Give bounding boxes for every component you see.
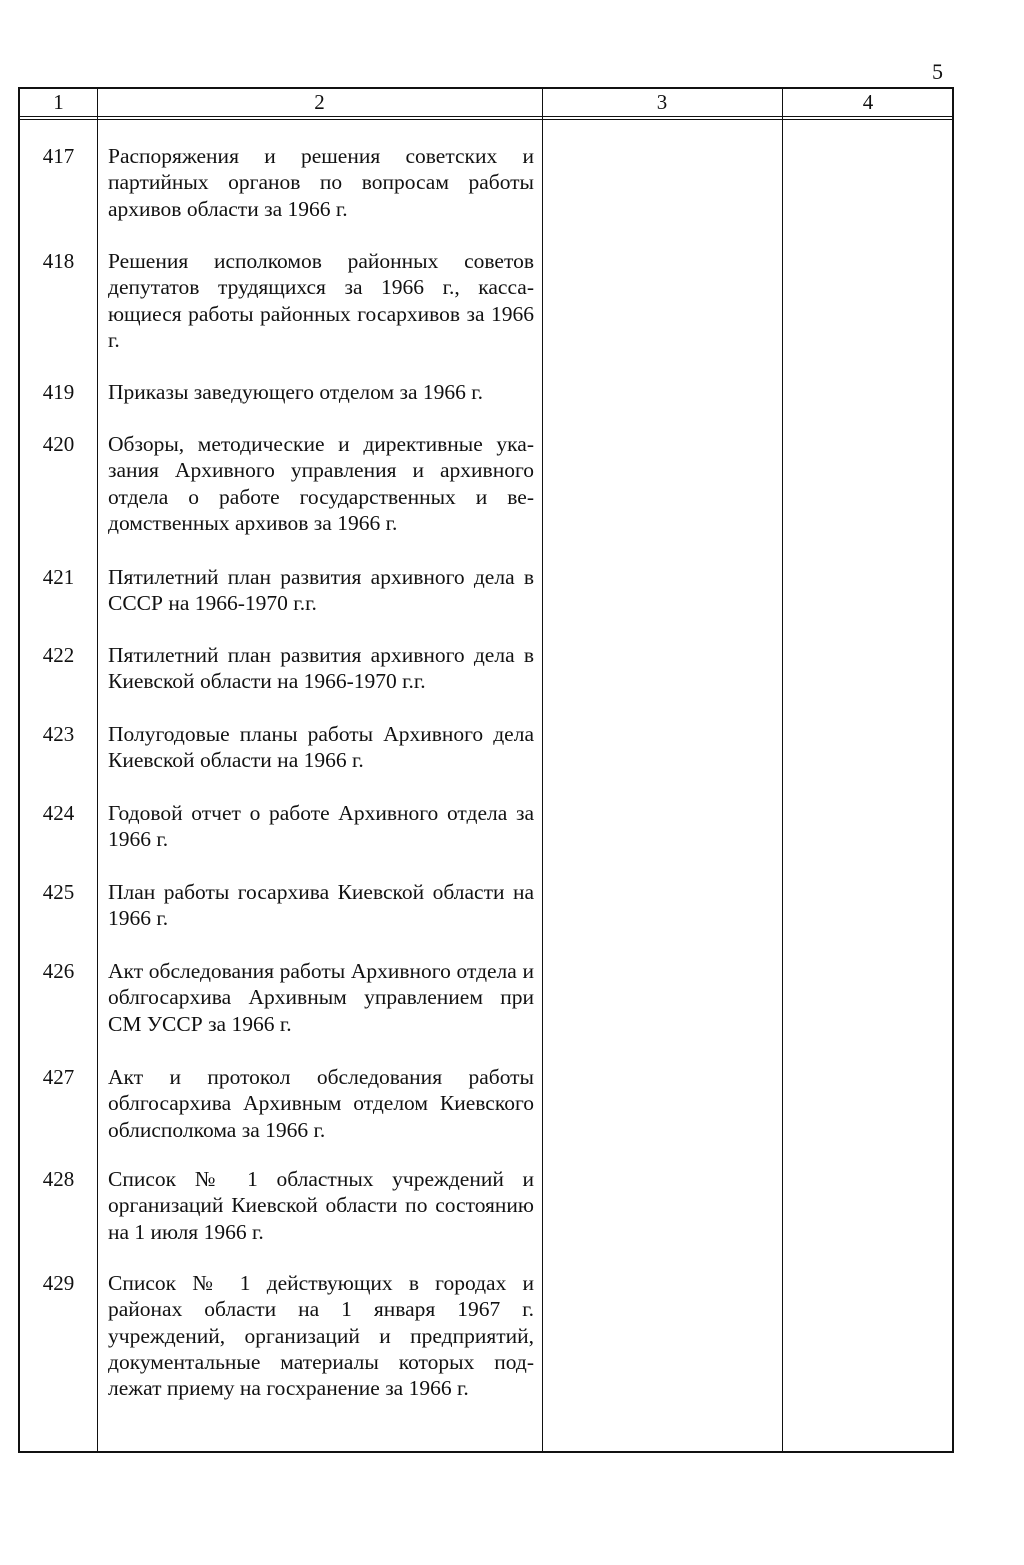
- column-divider: [782, 89, 783, 1451]
- item-number: 426: [42, 959, 75, 983]
- inventory-table: [18, 87, 954, 1453]
- item-number: 419: [42, 380, 75, 404]
- item-description: Список № 1 действующих в городах и районах области на 1 января 1967 г. учреждений, организаций и предприятий, документальные материалы которых подлежат приему на госхранение за 1966 г.: [108, 1271, 534, 1401]
- item-description: План работы госархива Киевской области на 1966 г.: [108, 880, 534, 931]
- item-description: Полугодовые планы работы Архивного дела Киевской области на 1966 г.: [108, 722, 534, 773]
- item-description: Акт обследования работы Архивного отдела и облгосархива Архивным управлением при СМ УССР за 1966 г.: [108, 959, 534, 1036]
- item-number: 428: [42, 1167, 75, 1191]
- item-description: Распоряжения и решения советских и партийных органов по вопросам работы архивов области за 1966 г.: [108, 144, 534, 221]
- item-number: 423: [42, 722, 75, 746]
- item-number: 425: [42, 880, 75, 904]
- column-divider: [542, 89, 543, 1451]
- column-header-3: 3: [656, 90, 668, 114]
- page-number: 5: [932, 59, 943, 84]
- item-description: Решения исполкомов районных советов депутатов трудящихся за 1966 г., кассающиеся работы районных госархивов за 1966 г.: [108, 249, 534, 352]
- item-description: Список № 1 областных учреждений и организаций Киевской области по состоянию на 1 июля 1966 г.: [108, 1167, 534, 1244]
- item-number: 429: [42, 1271, 75, 1295]
- item-number: 418: [42, 249, 75, 273]
- column-header-1: 1: [53, 90, 64, 114]
- item-description: Годовой отчет о работе Архивного отдела за 1966 г.: [108, 801, 534, 852]
- column-divider: [97, 89, 98, 1451]
- item-description: Пятилетний план развития архивного дела в СССР на 1966-1970 г.г.: [108, 565, 534, 616]
- item-description: Акт и протокол обследования работы облгосархива Архивным отделом Киевского облисполкома за 1966 г.: [108, 1065, 534, 1142]
- header-divider: [20, 116, 952, 120]
- item-number: 417: [42, 144, 75, 168]
- item-number: 420: [42, 432, 75, 456]
- column-header-2: 2: [314, 90, 325, 114]
- item-description: Приказы заведующего отделом за 1966 г.: [108, 380, 484, 404]
- column-header-4: 4: [862, 90, 874, 114]
- item-number: 424: [42, 801, 75, 825]
- item-number: 421: [42, 565, 75, 589]
- item-description: Пятилетний план развития архивного дела в Киевской области на 1966-1970 г.г.: [108, 643, 534, 694]
- item-description: Обзоры, методические и директивные указания Архивного управления и архивного отдела о работе государственных и ведомственных архивов за 1966 г.: [108, 432, 534, 535]
- item-number: 427: [42, 1065, 75, 1089]
- item-number: 422: [42, 643, 75, 667]
